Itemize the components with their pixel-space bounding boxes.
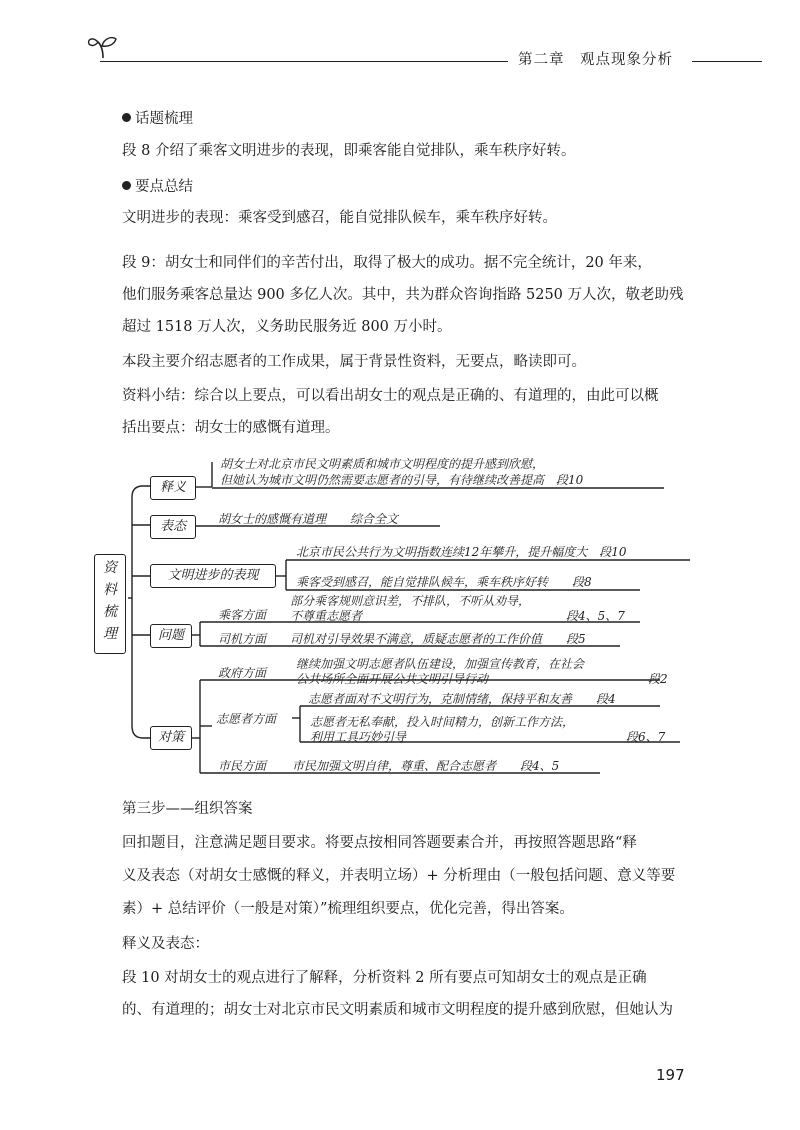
node-biaotai: 表态 xyxy=(150,515,196,539)
duice-vol-label: 志愿者方面 xyxy=(216,712,277,726)
summary-line1: 资料小结：综合以上要点，可以看出胡女士的观点是正确的、有道理的，由此可以概 xyxy=(122,388,659,404)
step3-line3: 素）+ 总结评价（一般是对策）”梳理组织要点，优化完善，得出答案。 xyxy=(122,901,574,917)
duice-gov-line2: 公共场所全面开展公共文明引导行动 xyxy=(296,672,489,686)
node-shiyi: 释义 xyxy=(150,476,196,500)
paragraph9-line1: 段 9：胡女士和同伴们的辛苦付出，取得了极大的成功。据不完全统计，20 年来， xyxy=(122,255,652,271)
wenti-passenger-line2: 不尊重志愿者 xyxy=(290,609,363,623)
duice-gov-ref: 段2 xyxy=(648,672,668,686)
wenti-driver-text: 司机对引导效果不满意，质疑志愿者的工作价值 段5 xyxy=(290,632,586,646)
duice-vol-item2-line1: 志愿者无私奉献，投入时间精力，创新工作方法， xyxy=(310,715,575,729)
root-char: 资 xyxy=(103,560,117,576)
summary-line2: 括出要点：胡女士的感慨有道理。 xyxy=(122,420,340,436)
wenti-passenger-ref: 段4、5、7 xyxy=(566,609,625,623)
step3-title: 第三步——组织答案 xyxy=(122,801,253,817)
biaotai-text: 胡女士的感慨有道理 综合全文 xyxy=(218,512,399,526)
duice-vol-item2-line2: 利用工具巧妙引导 xyxy=(310,730,407,744)
shiyi-line2: 但她认为城市文明仍然需要志愿者的引导，有待继续改善提高 段10 xyxy=(220,473,584,487)
root-char: 料 xyxy=(103,582,117,598)
duice-vol-item2-ref: 段6、7 xyxy=(626,730,666,744)
paragraph9-line2: 他们服务乘客总量达 900 多亿人次。其中，共为群众咨询指路 5250 万人次，敬老助残 xyxy=(122,287,684,303)
root-char: 理 xyxy=(103,626,117,642)
answer-label: 释义及表态： xyxy=(122,936,209,952)
topic-heading: 话题梳理 xyxy=(135,111,193,127)
duice-vol-item1: 志愿者面对不文明行为，克制情绪，保持平和友善 段4 xyxy=(308,692,616,706)
paragraph9-line3: 超过 1518 万人次，义务助民服务近 800 万小时。 xyxy=(122,319,452,335)
wenti-passenger-label: 乘客方面 xyxy=(218,608,267,622)
paragraph: 文明进步的表现：乘客受到感召，能自觉排队候车，乘车秩序好转。 xyxy=(122,210,557,226)
shiyi-line1: 胡女士对北京市民文明素质和城市文明程度的提升感到欣慰， xyxy=(220,457,545,471)
node-wenming: 文明进步的表现 xyxy=(150,564,276,588)
page-number: 197 xyxy=(656,1066,685,1084)
duice-citizen-text: 市民加强文明自律，尊重、配合志愿者 段4、5 xyxy=(292,759,560,773)
paragraph: 段 8 介绍了乘客文明进步的表现，即乘客能自觉排队，乘车秩序好转。 xyxy=(122,143,576,159)
mindmap-root-box xyxy=(94,554,126,654)
answer-line2: 的、有道理的；胡女士对北京市民文明素质和城市文明程度的提升感到欣慰，但她认为 xyxy=(122,1002,673,1018)
node-wenti: 问题 xyxy=(150,624,192,648)
wenti-driver-label: 司机方面 xyxy=(218,632,267,646)
answer-line1: 段 10 对胡女士的观点进行了解释，分析资料 2 所有要点可知胡女士的观点是正确 xyxy=(122,970,647,986)
chapter-title: 第二章 观点现象分析 xyxy=(518,52,673,68)
note-paragraph: 本段主要介绍志愿者的工作成果，属于背景性资料，无要点，略读即可。 xyxy=(122,354,586,370)
wenti-passenger-line1: 部分乘客规则意识差，不排队，不听从劝导， xyxy=(290,594,531,608)
wenming-item1: 北京市民公共行为文明指数连续12年攀升，提升幅度大 段10 xyxy=(296,545,627,559)
node-duice: 对策 xyxy=(150,726,192,750)
wenming-item2: 乘客受到感召，能自觉排队候车，乘车秩序好转 段8 xyxy=(296,575,592,589)
root-char: 梳 xyxy=(103,604,117,620)
step3-line1: 回扣题目，注意满足题目要求。将要点按相同答题要素合并，再按照答题思路“释 xyxy=(122,835,637,851)
duice-gov-label: 政府方面 xyxy=(218,666,267,680)
duice-gov-line1: 继续加强文明志愿者队伍建设，加强宣传教育，在社会 xyxy=(296,657,585,671)
duice-citizen-label: 市民方面 xyxy=(218,759,267,773)
keypoint-heading: 要点总结 xyxy=(135,179,193,195)
step3-line2: 义及表态（对胡女士感慨的释义，并表明立场）+ 分析理由（一般包括问题、意义等要 xyxy=(122,868,676,884)
